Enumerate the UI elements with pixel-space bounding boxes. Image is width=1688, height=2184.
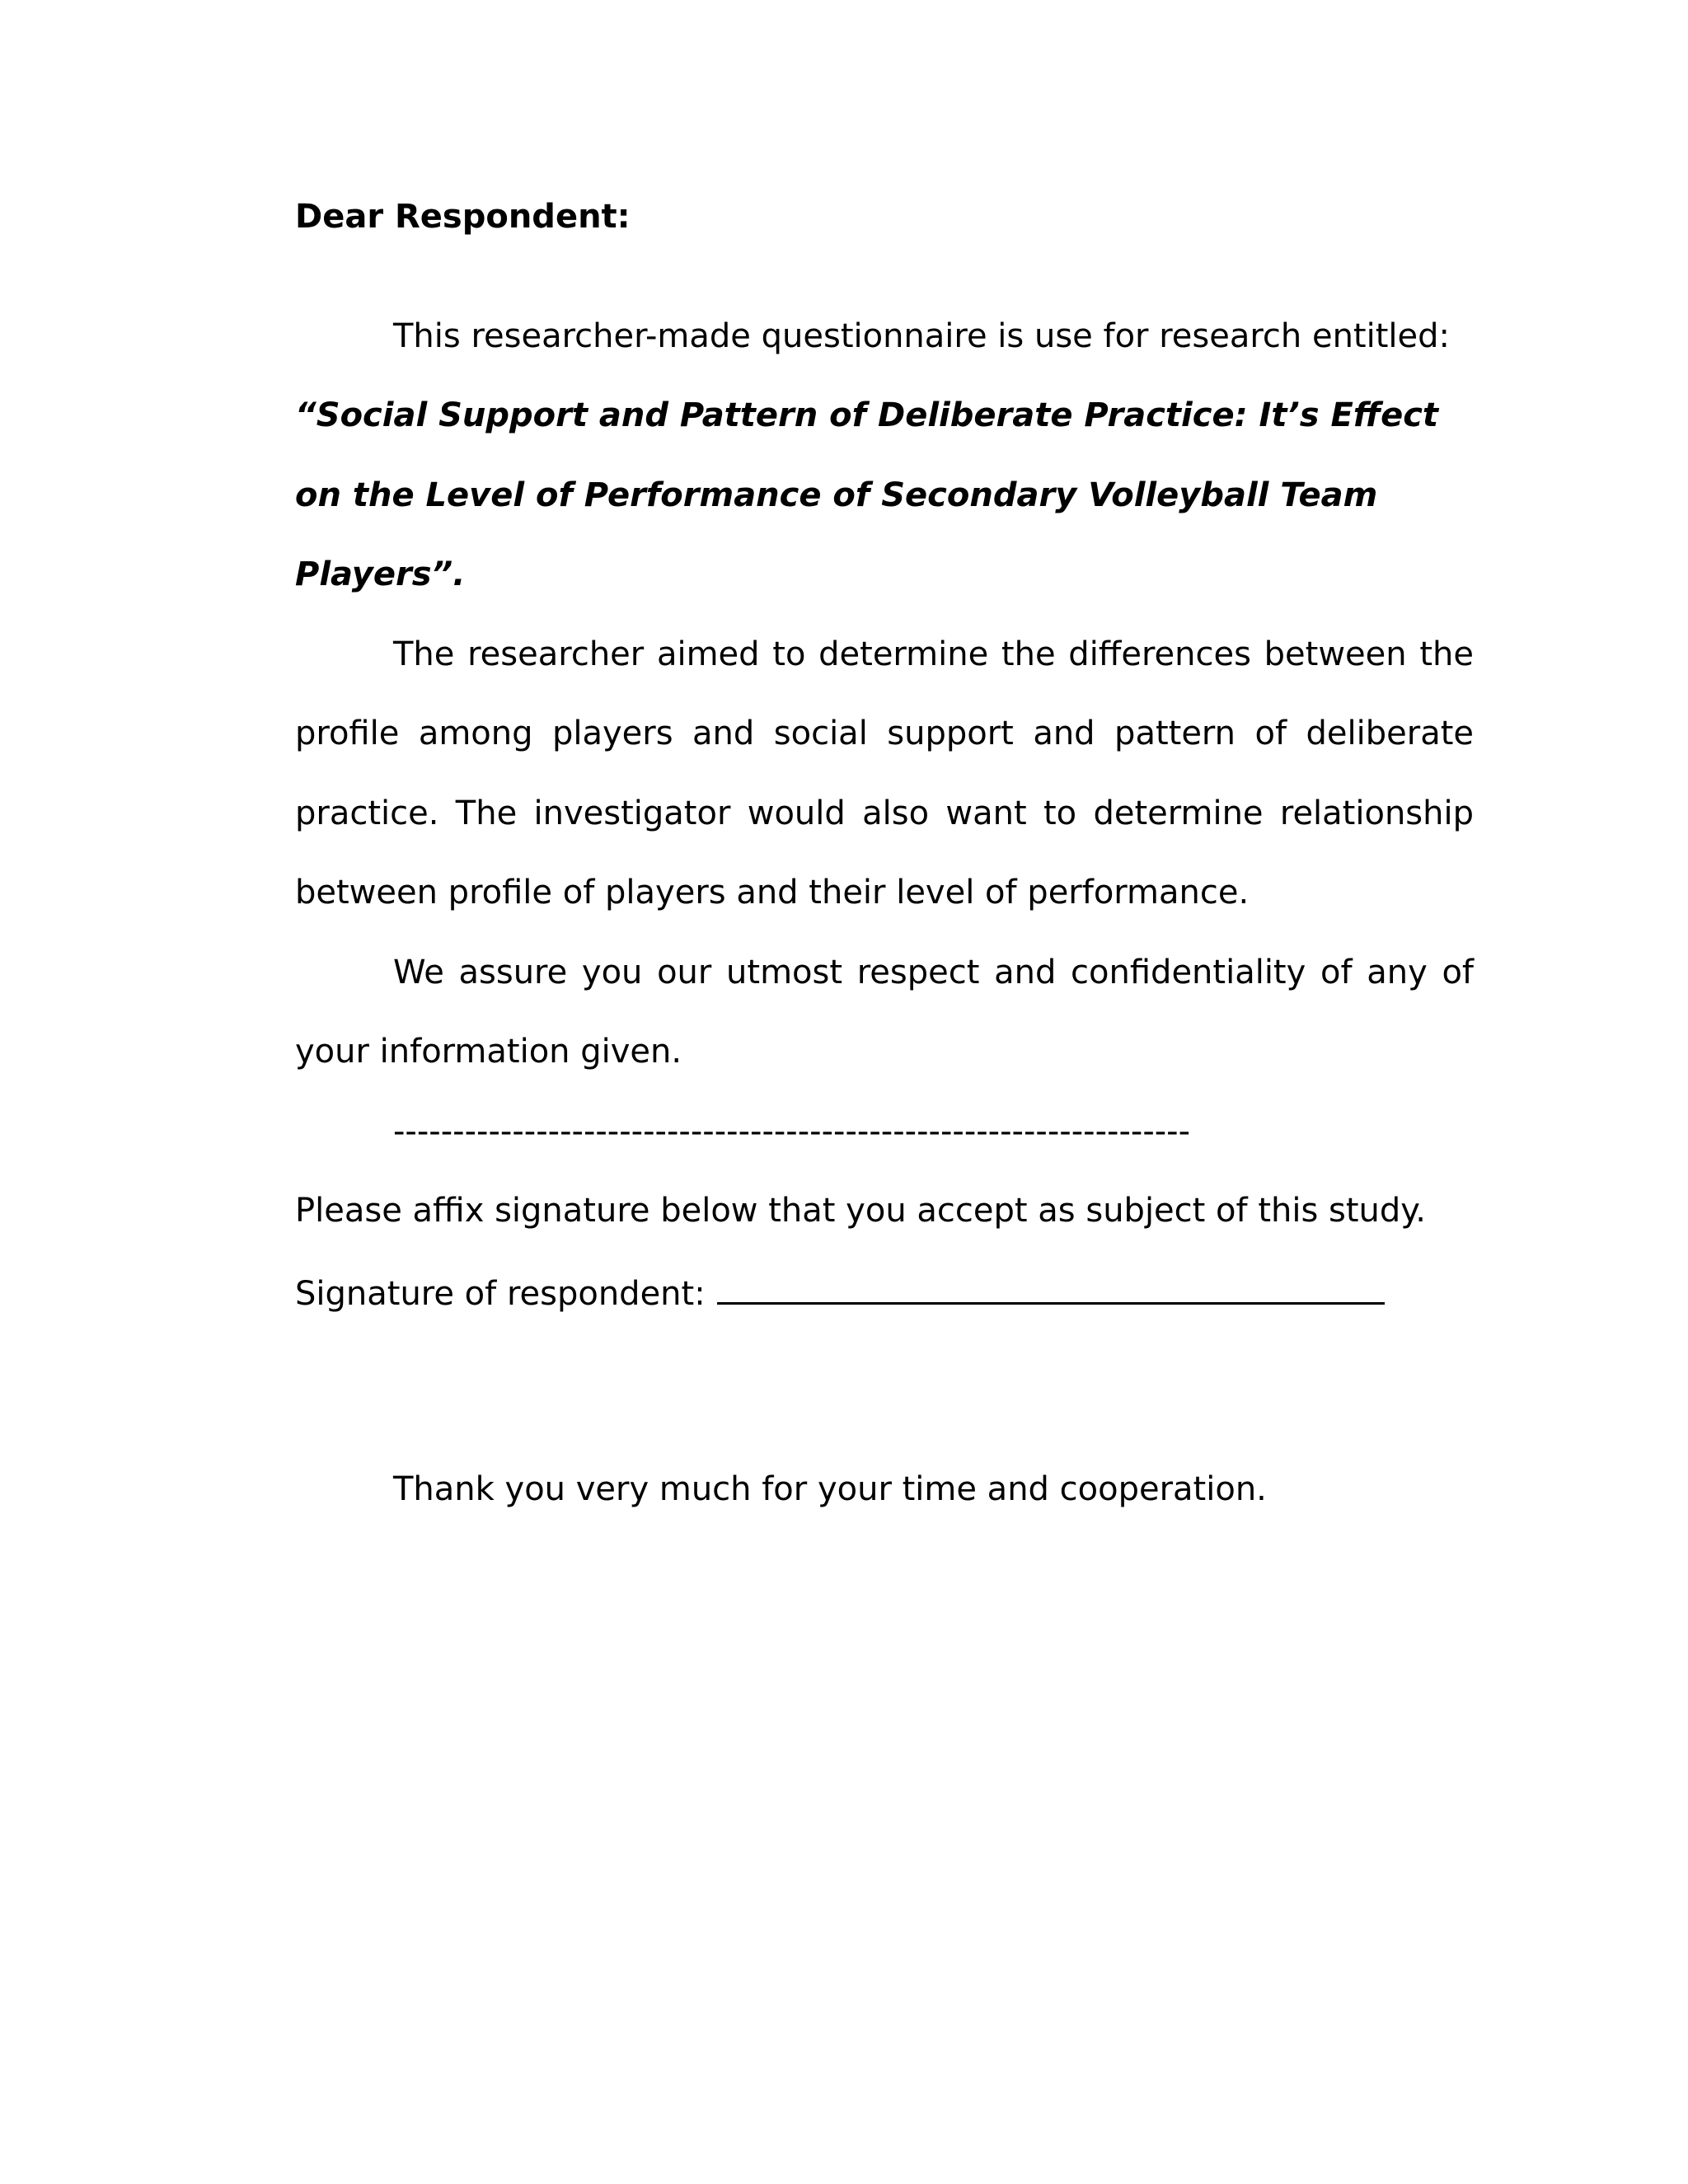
purpose-line-4: between profile of players and their level of performance. <box>295 874 1250 912</box>
purpose-line-1: The researcher aimed to determine the differences between the <box>393 635 1474 673</box>
signature-row <box>295 1271 1385 1314</box>
separator-dashes: ------------------------------------------------------------------- <box>393 1113 1191 1151</box>
assurance-line-2: your information given. <box>295 1033 682 1071</box>
research-title-line-3: Players”. <box>295 555 466 593</box>
consent-text: Please affix signature below that you accept as subject of this study. <box>295 1192 1426 1230</box>
assurance-line-1: We assure you our utmost respect and confidentiality of any of <box>393 954 1474 991</box>
signature-label: Signature of respondent: <box>295 1275 706 1313</box>
purpose-line-3: practice. The investigator would also want to determine relationship <box>295 794 1474 832</box>
thank-you-text: Thank you very much for your time and cooperation. <box>393 1470 1267 1508</box>
salutation: Dear Respondent: <box>295 198 631 236</box>
intro-text: This researcher-made questionnaire is use for research entitled: <box>393 317 1450 355</box>
purpose-line-2: profile among players and social support and pattern of deliberate <box>295 715 1474 752</box>
letter-page <box>295 0 1474 2184</box>
research-title-line-1: “Social Support and Pattern of Deliberate Practice: It’s Effect <box>295 396 1439 434</box>
signature-field[interactable] <box>717 1271 1385 1305</box>
research-title-line-2: on the Level of Performance of Secondary Volleyball Team <box>295 476 1378 514</box>
